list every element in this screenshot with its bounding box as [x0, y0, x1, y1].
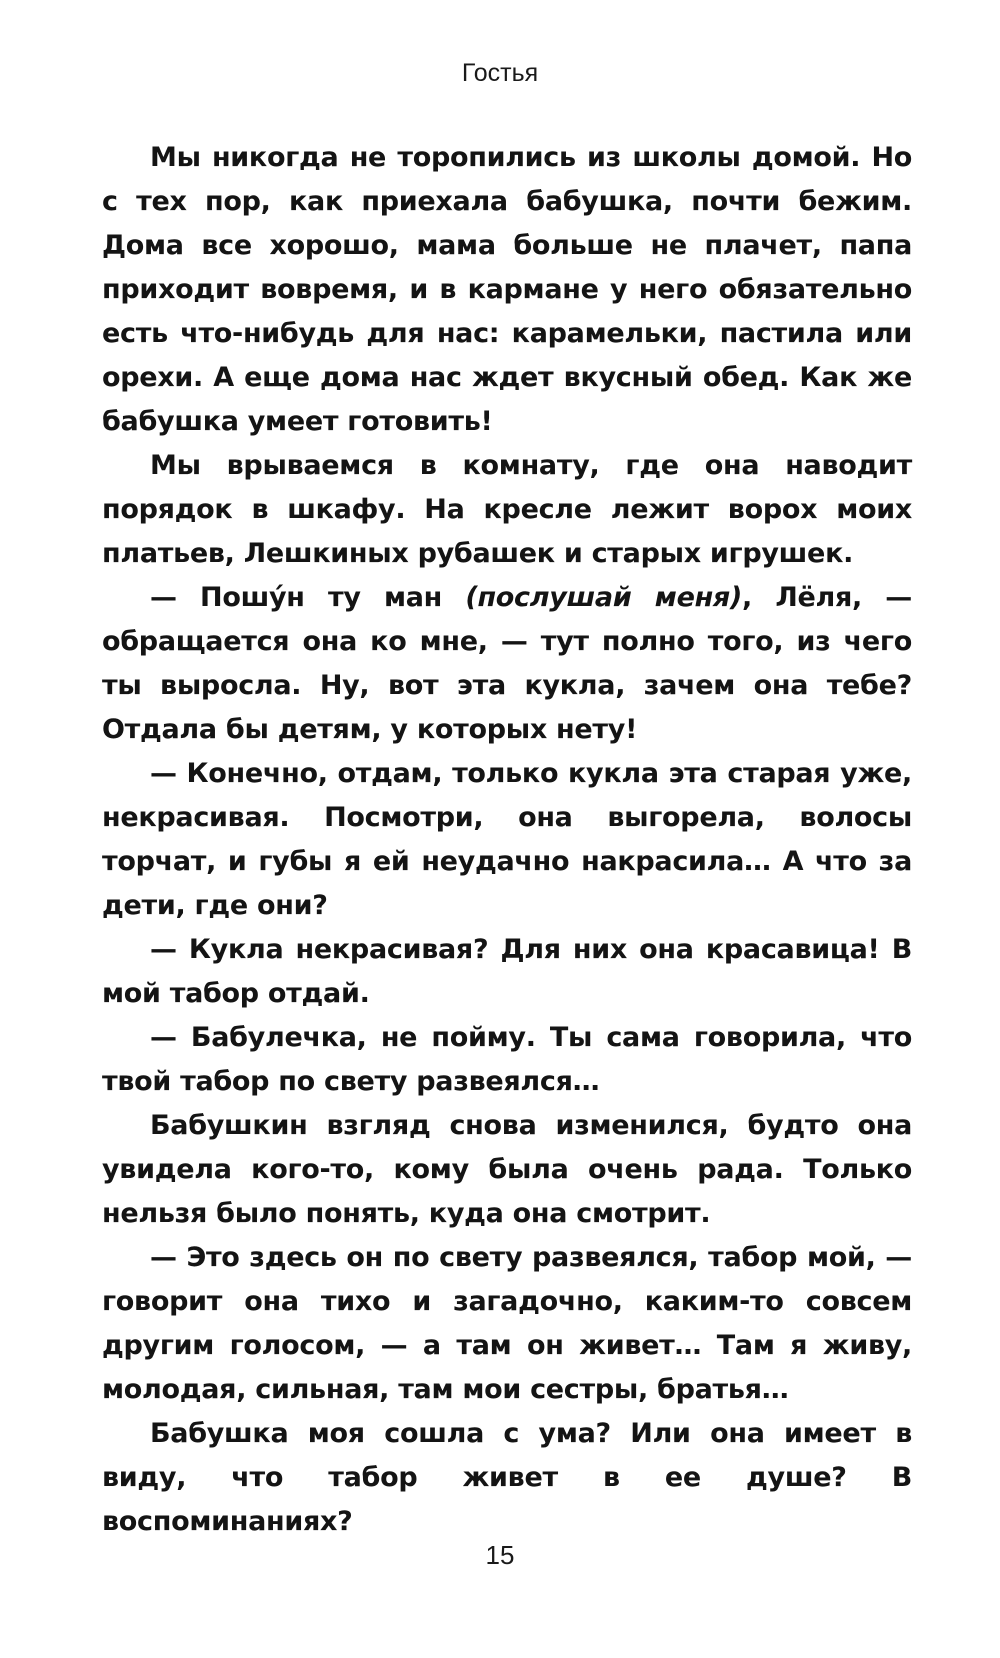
paragraph: — Кукла некрасивая? Для них она красавица! В мой табор отдай.: [102, 934, 912, 1009]
page-number: 15: [485, 1540, 515, 1570]
body-text: [102, 136, 912, 1544]
paragraph: — Конечно, отдам, только кукла эта старая уже, некрасивая. Посмотри, она выгорела, волосы торчат, и губы я ей неудачно накрасила… А что за дети, где они?: [102, 758, 912, 921]
paragraph: — Это здесь он по свету развеялся, табор мой, — говорит она тихо и загадочно, каким-то совсем другим голосом, — а там он живет… Там я живу, молодая, сильная, там мои сестры, братья…: [102, 1242, 912, 1405]
paragraph: Бабушка моя сошла с ума? Или она имеет в виду, что табор живет в ее душе? В воспоминаниях?: [102, 1418, 912, 1537]
paragraph-with-translation: [102, 576, 912, 752]
paragraph: Бабушкин взгляд снова изменился, будто она увидела кого-то, кому была очень рада. Только нельзя было понять, куда она смотрит.: [102, 1110, 912, 1229]
paragraph: Мы никогда не торопились из школы домой. Но с тех пор, как приехала бабушка, почти бежим. Дома все хорошо, мама больше не плачет, папа приходит вовремя, и в кармане у него обязательно есть что-нибудь для нас: карамельки, пастила или орехи. А еще дома нас ждет вкусный обед. Как же бабушка умеет готовить!: [102, 142, 912, 437]
translation-gloss: (послушай меня): [465, 582, 743, 613]
dialogue-lead: — Пошу́н ту ман: [150, 582, 466, 613]
paragraph: — Бабулечка, не пойму. Ты сама говорила, что твой табор по свету развеялся…: [102, 1022, 912, 1097]
paragraph: Мы врываемся в комнату, где она наводит порядок в шкафу. На кресле лежит ворох моих платьев, Лешкиных рубашек и старых игрушек.: [102, 450, 912, 569]
running-head: Гостья: [461, 59, 539, 87]
dialogue-rest: , Лёля, — обращается она ко мне, — тут полно того, из чего ты выросла. Ну, вот эта кукла, зачем она тебе? Отдала бы детям, у которых нету!: [102, 582, 912, 745]
